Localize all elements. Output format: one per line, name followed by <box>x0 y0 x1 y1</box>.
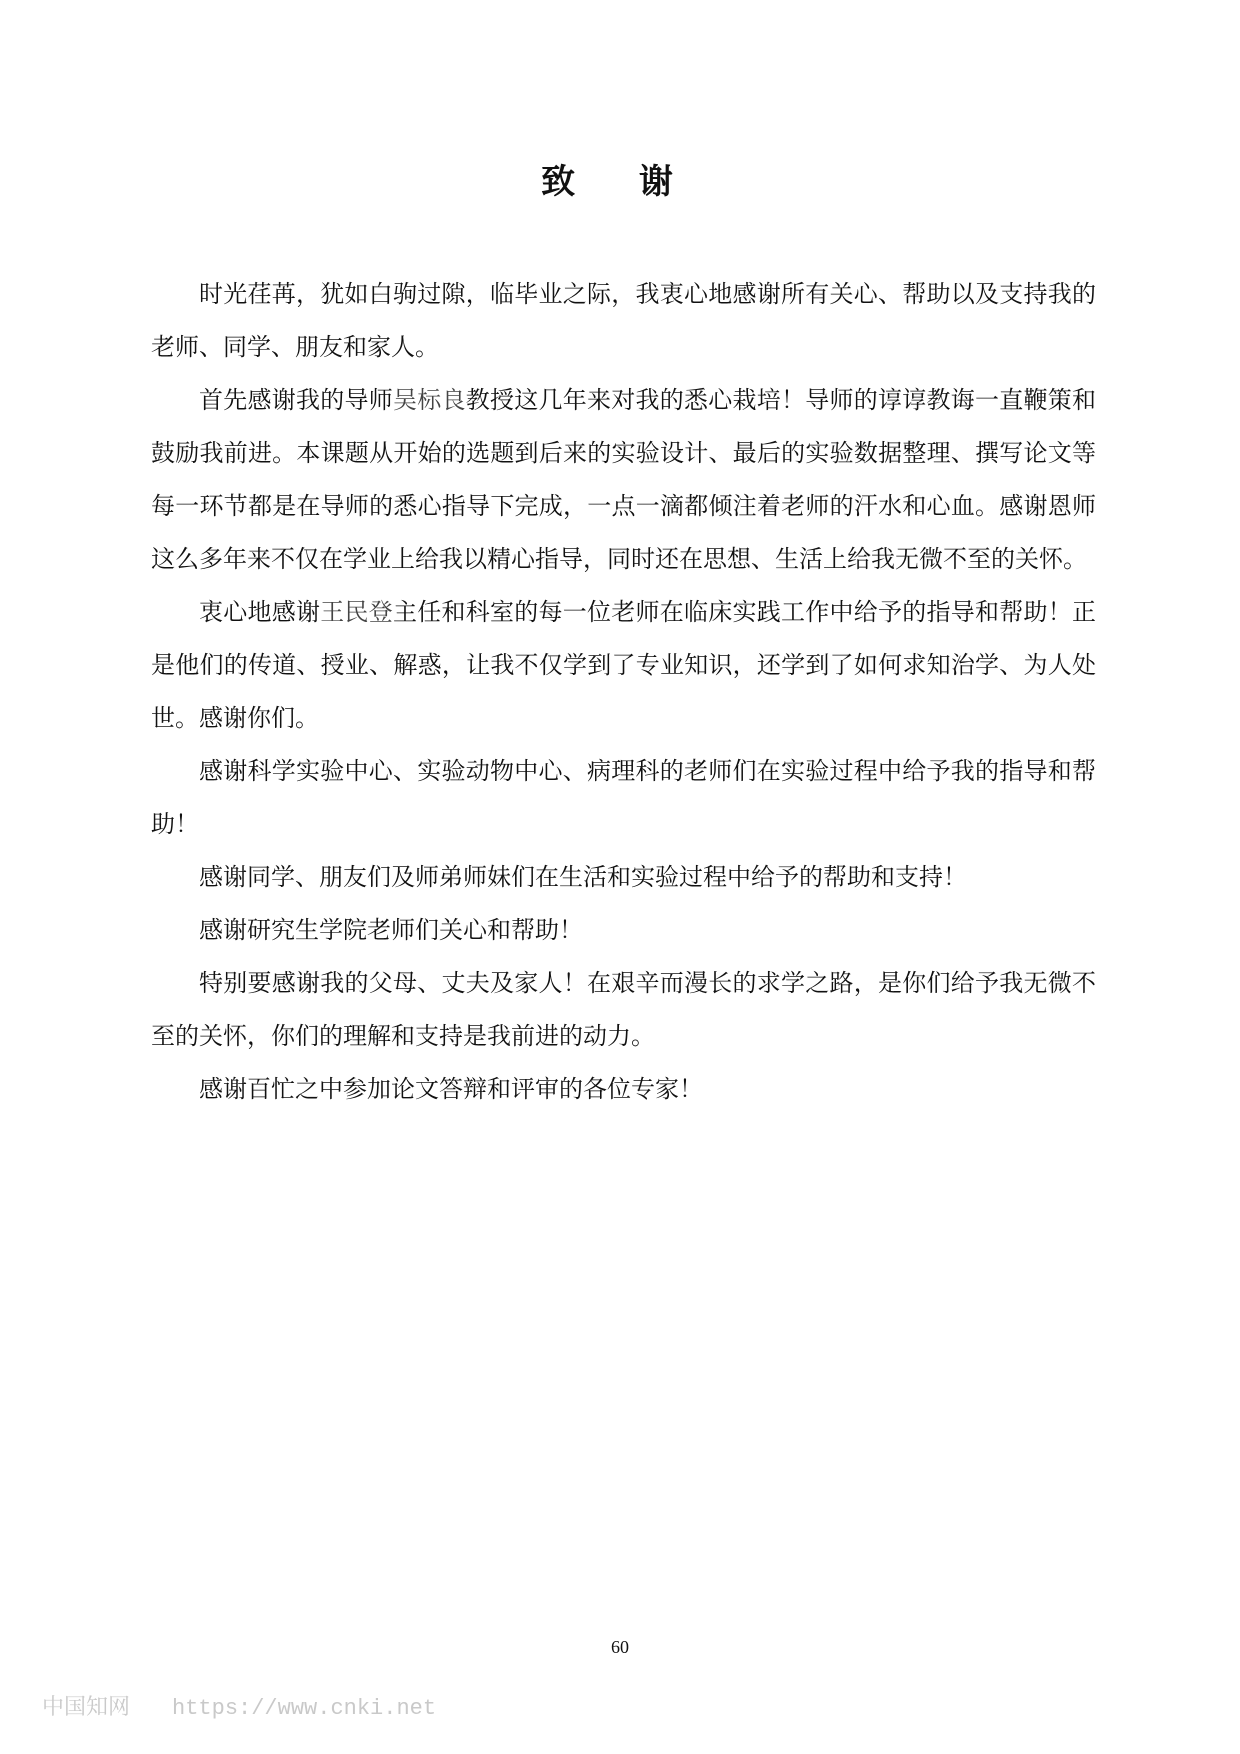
paragraph-3-text-after: 主任和科室的每一位老师在临床实践工作中给予的指导和帮助！正是他们的传道、授业、解惑，让我不仅学到了专业知识，还学到了如何求知治学、为人处世。感谢你们。 <box>151 598 1096 732</box>
paragraph-5: 感谢同学、朋友们及师弟师妹们在生活和实验过程中给予的帮助和支持！ <box>199 863 967 891</box>
advisor-name: 吴标良 <box>393 386 466 414</box>
watermark-site: 中国知网 <box>42 1694 131 1719</box>
paragraph-3 <box>151 586 1096 745</box>
paragraph-7: 特别要感谢我的父母、丈夫及家人！在艰辛而漫长的求学之路，是你们给予我无微不至的关怀，你们的理解和支持是我前进的动力。 <box>151 969 1096 1050</box>
watermark-url: https://www.cnki.net <box>172 1696 437 1721</box>
page-title: 致 谢 <box>541 162 699 202</box>
paragraph-8: 感谢百忙之中参加论文答辩和评审的各位专家！ <box>199 1075 703 1103</box>
acknowledgement-body <box>151 268 1096 1116</box>
director-name: 王民登 <box>320 598 393 626</box>
watermark <box>42 1690 436 1721</box>
paragraph-1: 时光荏苒，犹如白驹过隙，临毕业之际，我衷心地感谢所有关心、帮助以及支持我的老师、同学、朋友和家人。 <box>151 280 1096 361</box>
paragraph-2-text-before: 首先感谢我的导师 <box>199 386 393 414</box>
paragraph-4: 感谢科学实验中心、实验动物中心、病理科的老师们在实验过程中给予我的指导和帮助！ <box>151 757 1096 838</box>
paragraph-3-text-before: 衷心地感谢 <box>199 598 321 626</box>
page-number: 60 <box>611 1637 629 1657</box>
paragraph-6: 感谢研究生学院老师们关心和帮助！ <box>199 916 583 944</box>
paragraph-2 <box>151 374 1096 586</box>
paragraph-2-text-after: 教授这几年来对我的悉心栽培！导师的谆谆教诲一直鞭策和鼓励我前进。本课题从开始的选题到后来的实验设计、最后的实验数据整理、撰写论文等每一环节都是在导师的悉心指导下完成，一点一滴都倾注着老师的汗水和心血。感谢恩师这么多年来不仅在学业上给我以精心指导，同时还在思想、生活上给我无微不至的关怀。 <box>151 386 1096 573</box>
